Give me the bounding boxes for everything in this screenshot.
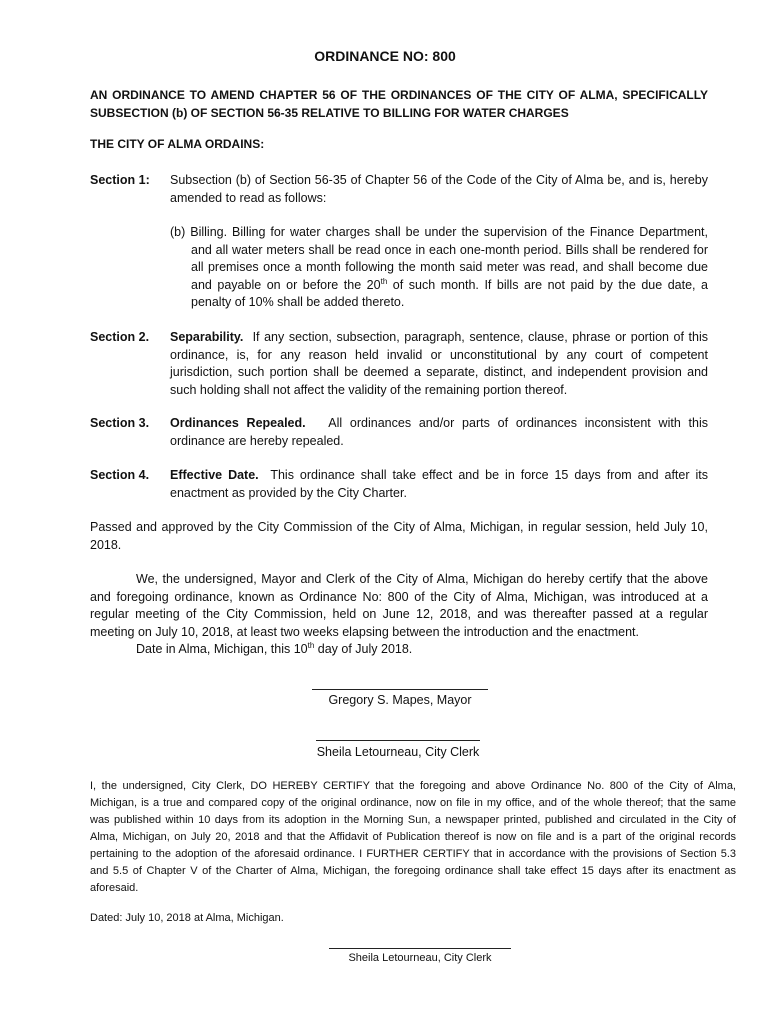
clerk-signature-line bbox=[316, 740, 480, 741]
section-2-body bbox=[170, 329, 708, 399]
clerk-certificate: I, the undersigned, City Clerk, DO HEREBY CERTIFY that the foregoing and above Ordinance No. 800 of the City of Alma, Michigan, is a true and compared copy of the original ordinance, now on file in my office, and of the whole thereof; that the same was published within 10 days from its adoption in the Morning Sun, a newspaper printed, published and circulated in the City of Alma, Michigan, on July 20, 2018 and that the Affidavit of Publication thereof is now on file and is a part of the original records pertaining to the adoption of the aforesaid ordinance. I FURTHER CERTIFY that in accordance with the provisions of Section 5.3 and 5.5 of Chapter V of the Charter of Alma, Michigan, the foregoing ordinance shall take effect 15 days after its enactment as aforesaid. bbox=[90, 780, 736, 894]
section-3-body bbox=[170, 415, 708, 450]
section-2-text: If any section, subsection, paragraph, sentence, clause, phrase or portion of this ordinance, is, for any reason held invalid or unconstitutional by any court of competent jurisdiction, such portion shall be deemed a separate, distinct, and independent provision and such holding shall not affect the validity of the remaining portion thereof. bbox=[170, 330, 708, 397]
date-line bbox=[90, 641, 708, 659]
section-4-text: This ordinance shall take effect and be in force 15 days from and after its enactment as provided by the City Charter. bbox=[170, 468, 708, 500]
section-3-label: Section 3. bbox=[90, 416, 150, 430]
certify-paragraph: We, the undersigned, Mayor and Clerk of the City of Alma, Michigan do hereby certify that the above and foregoing ordinance, known as Ordinance No: 800 of the City of Alma, Michigan, was introduced at a regular meeting of the City Commission, held on June 12, 2018, and was thereafter passed at a regular meeting on July 10, 2018, at least two weeks elapsing between the introduction and the enactment. bbox=[90, 572, 708, 639]
section-4-label: Section 4. bbox=[90, 468, 150, 482]
passed-paragraph: Passed and approved by the City Commission of the City of Alma, Michigan, in regular session, held July 10, 2018. bbox=[90, 520, 708, 552]
subsection-b-sup: th bbox=[380, 276, 388, 286]
section-1-subsection-b bbox=[170, 224, 708, 312]
section-2-title: Separability. bbox=[170, 330, 244, 344]
dated-line: Dated: July 10, 2018 at Alma, Michigan. bbox=[90, 912, 284, 924]
section-4-body bbox=[170, 467, 708, 502]
section-3-title: Ordinances Repealed. bbox=[170, 416, 306, 430]
subsection-b-text-1: (b) Billing. Billing for water charges shall be under the supervision of the Finance Department, and all water meters shall be read once in each one-month period. Bills shall be rendered for all premises once a month following the month said meter was read, and shall become due and payable on or before the 20 bbox=[170, 225, 708, 292]
mayor-signature-line bbox=[312, 689, 488, 690]
ordinance-heading: AN ORDINANCE TO AMEND CHAPTER 56 OF THE ORDINANCES OF THE CITY OF ALMA, SPECIFICALLY SUBSECTION (b) OF SECTION 56-35 RELATIVE TO BILLING FOR WATER CHARGES bbox=[90, 88, 708, 120]
section-1-label: Section 1: bbox=[90, 173, 150, 187]
section-1-text: Subsection (b) of Section 56-35 of Chapter 56 of the Code of the City of Alma be, and is, hereby amended to read as follows: bbox=[170, 173, 708, 205]
subsection-b-text-2: of such month. If bills are not paid by the due date, a penalty of 10% shall be added thereto. bbox=[191, 277, 708, 309]
section-3-text: All ordinances and/or parts of ordinances inconsistent with this ordinance are hereby repealed. bbox=[170, 416, 708, 448]
ordinance-title: ORDINANCE NO: 800 bbox=[314, 48, 456, 64]
ordains-line: THE CITY OF ALMA ORDAINS: bbox=[90, 137, 265, 151]
section-4-title: Effective Date. bbox=[170, 468, 259, 482]
date-line-text-2: day of July 2018. bbox=[314, 642, 413, 656]
final-clerk-signature-line bbox=[329, 948, 511, 949]
section-2-label: Section 2. bbox=[90, 330, 150, 344]
date-line-sup: th bbox=[307, 640, 315, 650]
mayor-signature-name: Gregory S. Mapes, Mayor bbox=[328, 693, 472, 707]
final-clerk-signature-name: Sheila Letourneau, City Clerk bbox=[348, 952, 492, 964]
date-line-text-1: Date in Alma, Michigan, this 10 bbox=[136, 642, 308, 656]
clerk-signature-name: Sheila Letourneau, City Clerk bbox=[316, 745, 480, 759]
